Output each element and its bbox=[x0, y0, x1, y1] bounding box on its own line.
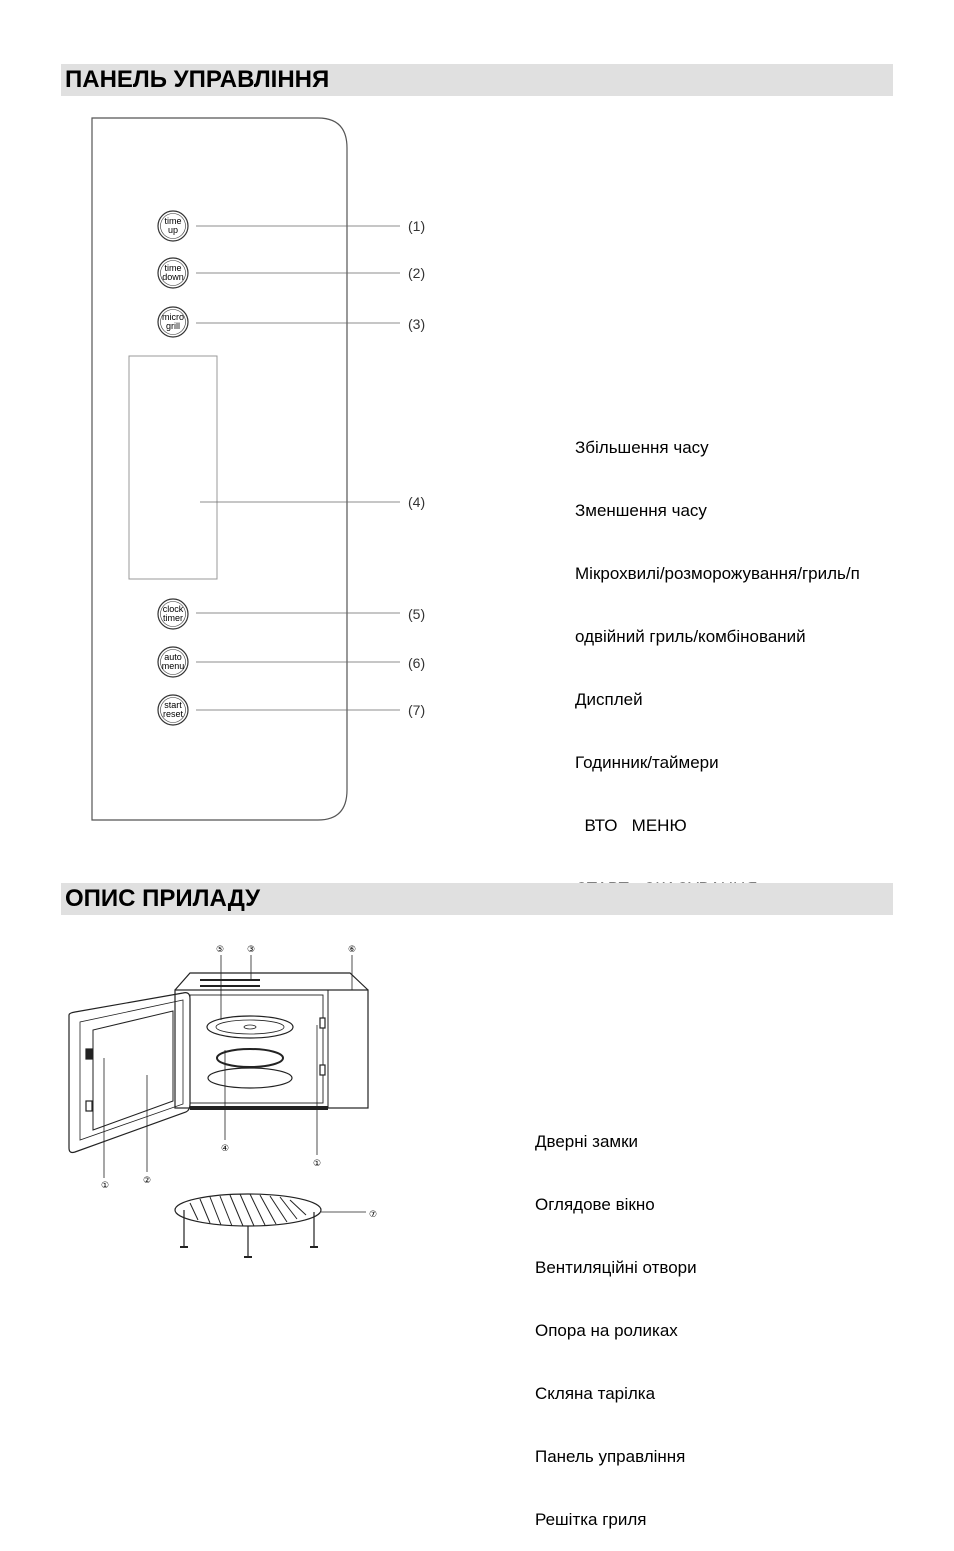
section-header-appliance bbox=[61, 883, 893, 915]
glass-tray-inner bbox=[216, 1020, 284, 1034]
turntable-base bbox=[208, 1068, 292, 1088]
callout-6: (6) bbox=[408, 655, 426, 671]
marker-4: ④ bbox=[220, 1144, 230, 1154]
oven-body-top bbox=[175, 973, 368, 990]
appliance-diagram bbox=[69, 955, 368, 1257]
button-label-line1: micro bbox=[162, 312, 184, 322]
button-label-line2: up bbox=[167, 225, 179, 235]
button-label-line1: auto bbox=[164, 652, 182, 662]
legend-line: Оглядове вікно bbox=[535, 1195, 655, 1214]
roller-ring bbox=[217, 1049, 283, 1067]
oven-body bbox=[175, 990, 368, 1108]
glass-tray bbox=[207, 1016, 293, 1038]
frame-lock-top bbox=[320, 1018, 325, 1028]
button-label-line2: down bbox=[162, 272, 184, 282]
marker-7: ⑦ bbox=[368, 1210, 378, 1220]
callout-3: (3) bbox=[408, 316, 426, 332]
section-title-control-panel: ПАНЕЛЬ УПРАВЛІННЯ bbox=[65, 66, 330, 93]
callout-4: (4) bbox=[408, 494, 426, 510]
legend-line: Дверні замки bbox=[535, 1132, 639, 1151]
legend-line: Годинник/таймери bbox=[575, 753, 719, 772]
callout-5: (5) bbox=[408, 606, 426, 622]
marker-1-left: ① bbox=[100, 1181, 110, 1191]
button-label-line2: reset bbox=[162, 709, 184, 719]
legend-line: Мікрохвилі/розморожування/гриль/п bbox=[575, 564, 860, 583]
legend-line: Решітка гриля bbox=[535, 1510, 647, 1529]
frame-lock-bottom bbox=[320, 1065, 325, 1075]
legend-line: Збільшення часу bbox=[575, 438, 709, 457]
button-time-down[interactable] bbox=[158, 258, 188, 288]
marker-1-right: ① bbox=[312, 1159, 322, 1169]
appliance-legend bbox=[535, 1089, 697, 1551]
panel-outline bbox=[92, 118, 347, 820]
glass-tray-hub bbox=[244, 1025, 256, 1029]
button-label-line1: time bbox=[164, 263, 182, 273]
button-clock-timer[interactable] bbox=[158, 599, 188, 629]
callout-2: (2) bbox=[408, 265, 426, 281]
control-panel-legend bbox=[575, 395, 860, 920]
legend-line: одвійний гриль/комбінований bbox=[575, 627, 806, 646]
section-title-appliance: ОПИС ПРИЛАДУ bbox=[65, 885, 261, 912]
marker-3: ③ bbox=[246, 945, 256, 955]
button-label-line1: start bbox=[164, 700, 182, 710]
door-latch-bottom bbox=[86, 1101, 92, 1111]
marker-6: ⑥ bbox=[347, 945, 357, 955]
grill-rack-bars bbox=[190, 1194, 306, 1226]
button-label-line1: time bbox=[164, 216, 182, 226]
button-label-line2: grill bbox=[165, 321, 181, 331]
callout-7: (7) bbox=[408, 702, 426, 718]
button-time-up[interactable] bbox=[158, 211, 188, 241]
legend-line: Скляна тарілка bbox=[535, 1384, 656, 1403]
legend-line: Зменшення часу bbox=[575, 501, 707, 520]
legend-line: ВТО МЕНЮ bbox=[575, 816, 687, 835]
door-latch-top bbox=[86, 1049, 92, 1059]
callout-1: (1) bbox=[408, 218, 426, 234]
legend-line: Панель управління bbox=[535, 1447, 686, 1466]
legend-line: Вентиляційні отвори bbox=[535, 1258, 697, 1277]
viewing-window bbox=[93, 1011, 173, 1130]
button-label-line1: clock bbox=[162, 604, 184, 614]
button-label-line2: timer bbox=[163, 613, 183, 623]
marker-2: ② bbox=[142, 1176, 152, 1186]
display-window bbox=[129, 356, 217, 579]
grill-rack bbox=[175, 1194, 321, 1226]
button-auto-menu[interactable] bbox=[158, 647, 188, 677]
marker-5: ⑤ bbox=[215, 945, 225, 955]
button-label-line2: menu bbox=[161, 661, 185, 671]
oven-door bbox=[69, 993, 190, 1153]
button-start-reset[interactable] bbox=[158, 695, 188, 725]
button-micro-grill[interactable] bbox=[158, 307, 188, 337]
legend-line: Дисплей bbox=[575, 690, 643, 709]
legend-line: Опора на роликах bbox=[535, 1321, 678, 1340]
